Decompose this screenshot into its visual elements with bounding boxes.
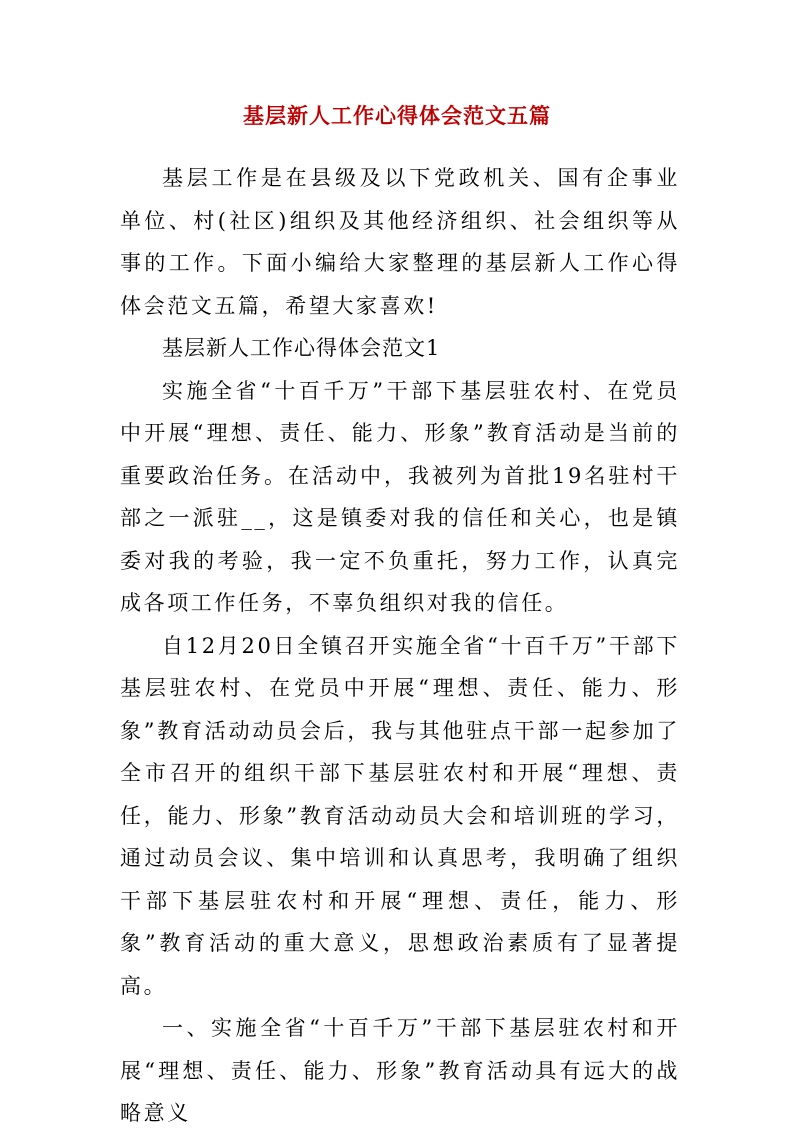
intro-paragraph: 基层工作是在县级及以下党政机关、国有企事业单位、村(社区)组织及其他经济组织、社会组织等从事的工作。下面小编给大家整理的基层新人工作心得体会范文五篇，希望大家喜欢!: [120, 166, 680, 318]
document-title: 基层新人工作心得体会范文五篇: [243, 103, 551, 128]
body-paragraph-3: 一、实施全省“十百千万”干部下基层驻农村和开展“理想、责任、能力、形象”教育活动具有远大的战略意义: [120, 1016, 680, 1125]
body-paragraph-1: 实施全省“十百千万”干部下基层驻农村、在党员中开展“理想、责任、能力、形象”教育活动是当前的重要政治任务。在活动中，我被列为首批19名驻村干部之一派驻__，这是镇委对我的信任和关心，也是镇委对我的考验，我一定不负重托，努力工作，认真完成各项工作任务，不辜负组织对我的信任。: [120, 378, 680, 615]
section-heading-1: 基层新人工作心得体会范文1: [162, 336, 441, 360]
body-paragraph-2: 自12月20日全镇召开实施全省“十百千万”干部下基层驻农村、在党员中开展“理想、责任、能力、形象”教育活动动员会后，我与其他驻点干部一起参加了全市召开的组织干部下基层驻农村和开展“理想、责任，能力、形象”教育活动动员大会和培训班的学习，通过动员会议、集中培训和认真思考，我明确了组织干部下基层驻农村和开展“理想、责任，能力、形象”教育活动的重大意义，思想政治素质有了显著提高。: [120, 633, 680, 998]
document-body: [120, 157, 680, 1135]
